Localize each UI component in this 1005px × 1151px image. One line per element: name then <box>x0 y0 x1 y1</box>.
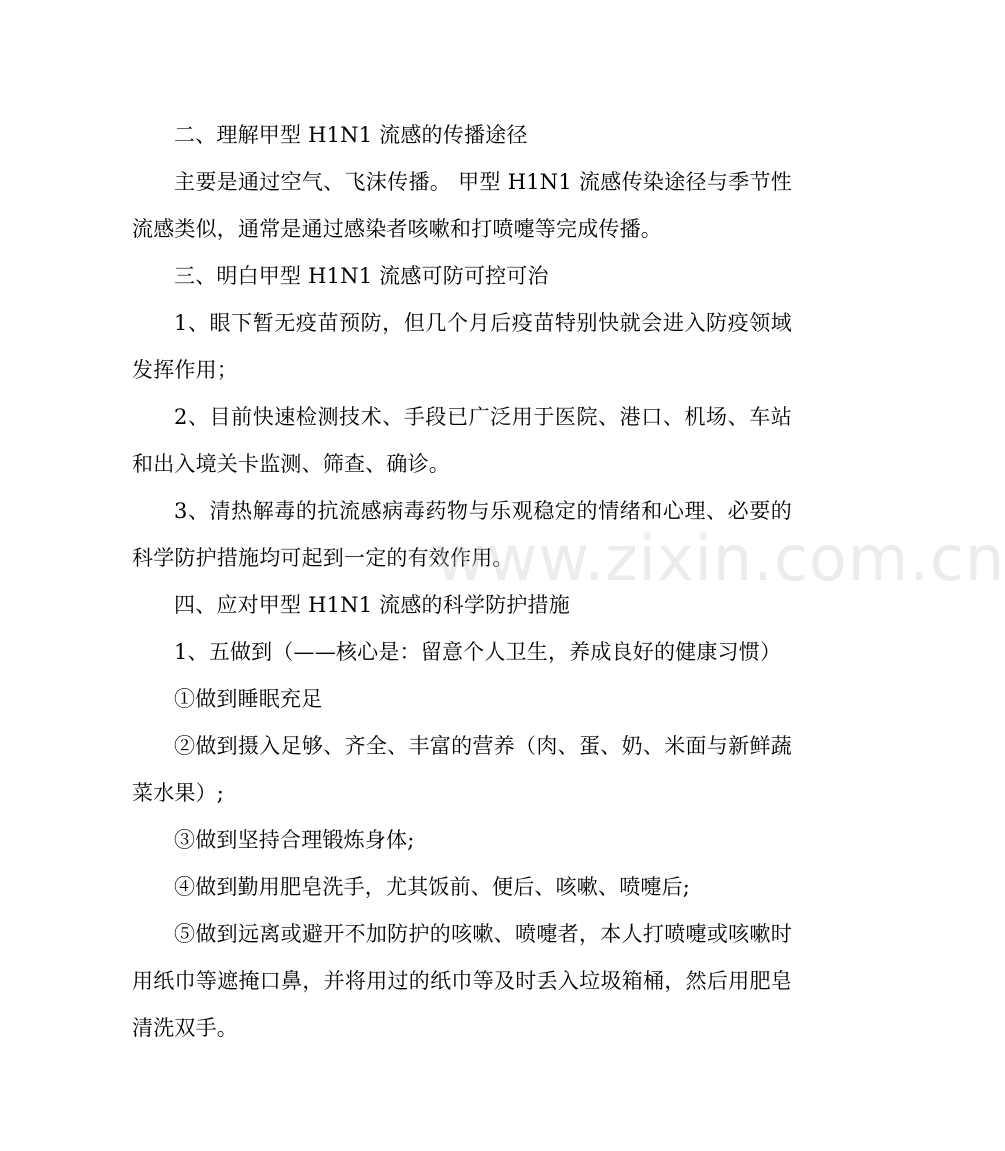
section-heading-protection: 四、应对甲型 H1N1 流感的科学防护措施 <box>174 593 570 617</box>
paragraph-transmission-detail: 主要是通过空气、飞沫传播。 甲型 H1N1 流感传染途径与季节性流感类似，通常是通过感染者咳嗽和打喷嚏等完成传播。 <box>132 170 792 241</box>
list-item-exercise: ③做到坚持合理锻炼身体; <box>174 828 415 852</box>
list-item-vaccine: 1、眼下暂无疫苗预防，但几个月后疫苗特别快就会进入防疫领域发挥作用； <box>132 311 792 382</box>
list-item-five-dos: 1、五做到（——核心是：留意个人卫生，养成良好的健康习惯） <box>174 640 782 664</box>
list-item-nutrition: ②做到摄入足够、齐全、丰富的营养（肉、蛋、奶、米面与新鲜蔬菜水果）; <box>132 734 792 805</box>
list-item-sleep: ①做到睡眠充足 <box>174 687 323 711</box>
list-item-detection: 2、目前快速检测技术、手段已广泛用于医院、港口、机场、车站和出入境关卡监测、筛查、确诊。 <box>132 405 792 476</box>
list-item-medicine: 3、清热解毒的抗流感病毒药物与乐观稳定的情绪和心理、必要的科学防护措施均可起到一定的有效作用。 <box>132 499 792 570</box>
list-item-handwashing: ④做到勤用肥皂洗手，尤其饭前、便后、咳嗽、喷嚏后; <box>174 875 691 899</box>
document-body <box>132 112 792 1052</box>
watermark: www.zixin.com.cn <box>435 522 1005 595</box>
list-item-avoid-coughers: ⑤做到远离或避开不加防护的咳嗽、喷嚏者，本人打喷嚏或咳嗽时用纸巾等遮掩口鼻，并将用过的纸巾等及时丢入垃圾箱桶，然后用肥皂清洗双手。 <box>132 922 792 1040</box>
section-heading-preventable: 三、明白甲型 H1N1 流感可防可控可治 <box>174 264 549 288</box>
section-heading-transmission: 二、理解甲型 H1N1 流感的传播途径 <box>174 123 528 147</box>
